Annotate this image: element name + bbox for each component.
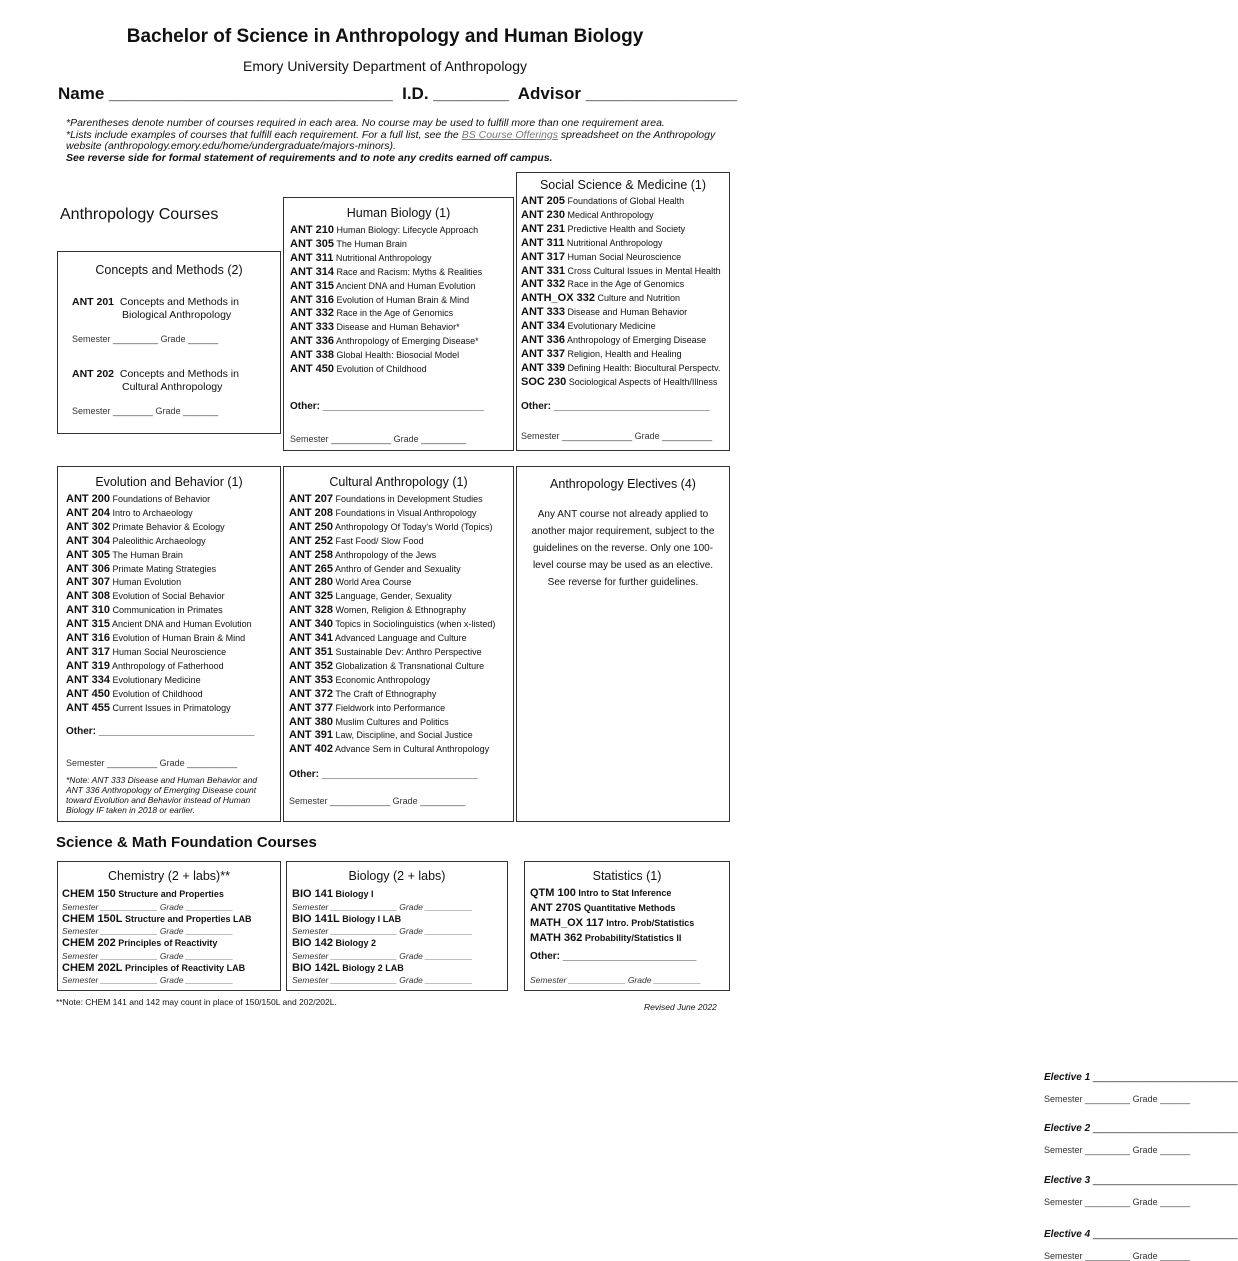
course-item bbox=[530, 901, 694, 916]
course-code: MATH 362 bbox=[530, 932, 583, 944]
footer-note: **Note: CHEM 141 and 142 may count in place of 150/150L and 202/202L. bbox=[56, 997, 337, 1007]
course-title: Evolution of Human Brain & Mind bbox=[110, 633, 246, 644]
course-code: ANT 377 bbox=[289, 701, 334, 714]
biology-box bbox=[286, 861, 508, 991]
course-code: ANT 339 bbox=[521, 361, 566, 374]
course-item bbox=[292, 888, 473, 901]
chemistry-title: Chemistry (2 + labs)** bbox=[108, 869, 230, 883]
cultural-anthropology-title: Cultural Anthropology (1) bbox=[329, 475, 468, 489]
course-item bbox=[521, 195, 721, 209]
course-code: ANT 230 bbox=[521, 208, 566, 221]
course-title: Structure and Properties bbox=[115, 889, 224, 899]
course-item bbox=[289, 688, 495, 702]
elective-2-field[interactable] bbox=[1044, 1123, 1238, 1134]
course-code: ANT 250 bbox=[289, 520, 334, 533]
course-item bbox=[521, 265, 721, 279]
course-item bbox=[290, 307, 482, 321]
course-title: The Human Brain bbox=[334, 238, 407, 249]
course-code: ANT 304 bbox=[66, 534, 111, 547]
course-code: CHEM 202L bbox=[62, 961, 123, 974]
course-code: ANT 270S bbox=[530, 902, 582, 914]
course-item bbox=[66, 674, 252, 688]
course-code: ANT 200 bbox=[66, 493, 111, 505]
elective-label: Elective 4 bbox=[1044, 1229, 1091, 1240]
course-title: Foundations of Global Health bbox=[565, 196, 685, 206]
course-code: ANT 450 bbox=[66, 687, 111, 700]
course-item bbox=[66, 521, 252, 535]
course-title: Women, Religion & Ethnography bbox=[333, 605, 466, 616]
course-item bbox=[66, 660, 252, 674]
concepts-methods-title: Concepts and Methods (2) bbox=[95, 263, 243, 277]
course-code: ANT 332 bbox=[290, 307, 335, 320]
course-title: Economic Anthropology bbox=[333, 674, 431, 685]
course-item bbox=[66, 590, 252, 604]
elective-line[interactable]: __________________________ bbox=[1090, 1072, 1238, 1083]
course-item bbox=[521, 278, 721, 292]
course-item bbox=[289, 674, 495, 688]
course-item bbox=[290, 363, 482, 377]
evolution-other[interactable]: Other: ____________________________ bbox=[66, 726, 255, 737]
course-item bbox=[289, 660, 495, 674]
course-title: Evolution of Social Behavior bbox=[110, 591, 225, 602]
course-title: Advanced Language and Culture bbox=[333, 633, 467, 644]
course-title: Anthropology of Emerging Disease* bbox=[334, 336, 479, 347]
elective-4-semester-grade[interactable]: Semester _________ Grade ______ bbox=[1044, 1251, 1191, 1261]
course-title: Intro to Archaeology bbox=[110, 507, 193, 518]
evolution-semester-grade[interactable]: Semester __________ Grade __________ bbox=[66, 758, 238, 768]
semester-grade-line[interactable]: Semester ____________ Grade __________ bbox=[62, 975, 234, 985]
electives-text-line: See reverse for further guidelines. bbox=[547, 577, 699, 588]
course-title: Foundations of Behavior bbox=[110, 494, 211, 504]
electives-text-line: level course may be used as an elective. bbox=[532, 560, 714, 571]
course-title: Biology I bbox=[332, 889, 374, 899]
course-item bbox=[530, 886, 694, 901]
course-item bbox=[521, 348, 721, 362]
course-title: Principles of Reactivity bbox=[115, 938, 218, 948]
course-title: Nutritional Anthropology bbox=[333, 252, 432, 263]
course-code: ANT 265 bbox=[289, 562, 334, 575]
cultural-semester-grade[interactable]: Semester ____________ Grade _________ bbox=[289, 796, 466, 806]
course-item bbox=[530, 916, 694, 931]
course-code: ANT 331 bbox=[521, 264, 566, 277]
course-title: Primate Mating Strategies bbox=[110, 563, 217, 574]
course-title: Sustainable Dev: Anthro Perspective bbox=[333, 646, 482, 657]
evolution-behavior-title: Evolution and Behavior (1) bbox=[95, 475, 243, 489]
course-code: CHEM 150 bbox=[62, 888, 116, 900]
course-title: Intro. Prob/Statistics bbox=[603, 918, 695, 928]
course-title: Anthropology of Emerging Disease bbox=[565, 335, 707, 346]
course-title: Race in the Age of Genomics bbox=[565, 279, 685, 290]
elective-1-field[interactable] bbox=[1044, 1072, 1238, 1083]
evolution-behavior-box bbox=[57, 466, 281, 822]
course-code: ANT 252 bbox=[289, 534, 334, 547]
elective-line[interactable]: __________________________ bbox=[1090, 1175, 1238, 1186]
course-title: Sociological Aspects of Health/Illness bbox=[566, 376, 718, 387]
human-biology-semester-grade[interactable]: Semester ____________ Grade _________ bbox=[290, 434, 467, 444]
course-code: ANT 340 bbox=[289, 618, 334, 631]
course-title: Evolution of Childhood bbox=[110, 688, 203, 699]
course-item bbox=[292, 913, 473, 926]
electives-text-line: guidelines on the reverse. Only one 100- bbox=[532, 543, 714, 554]
course-title: Advance Sem in Cultural Anthropology bbox=[333, 744, 490, 755]
course-code: ANT 205 bbox=[521, 195, 566, 207]
course-code: ANT 455 bbox=[66, 701, 111, 714]
human-biology-course-list bbox=[290, 224, 482, 377]
course-title: Structure and Properties LAB bbox=[122, 913, 252, 924]
course-item bbox=[289, 549, 495, 563]
elective-label: Elective 3 bbox=[1044, 1175, 1091, 1186]
course-code: ANT 333 bbox=[521, 306, 566, 319]
course-item bbox=[521, 251, 721, 265]
course-item bbox=[289, 563, 495, 577]
page-subtitle: Emory University Department of Anthropology bbox=[242, 58, 527, 74]
course-code: ANT 208 bbox=[289, 506, 334, 519]
course-item bbox=[289, 716, 495, 730]
course-item bbox=[289, 632, 495, 646]
course-item bbox=[289, 729, 495, 743]
course-title: Anthropology of Fatherhood bbox=[110, 660, 224, 671]
course-item bbox=[290, 224, 482, 238]
course-code: SOC 230 bbox=[521, 375, 567, 388]
course-title: Communication in Primates bbox=[110, 605, 223, 616]
elective-line[interactable]: __________________________ bbox=[1090, 1229, 1238, 1240]
course-code: ANT 333 bbox=[290, 321, 335, 334]
elective-line[interactable]: __________________________ bbox=[1090, 1123, 1238, 1134]
course-item bbox=[289, 618, 495, 632]
course-code: ANT 316 bbox=[290, 293, 335, 306]
course-code: ANT 450 bbox=[290, 363, 335, 376]
human-biology-title: Human Biology (1) bbox=[346, 206, 451, 220]
course-title: The Human Brain bbox=[110, 549, 183, 560]
course-title: Current Issues in Primatology bbox=[110, 702, 231, 713]
course-item bbox=[521, 223, 721, 237]
course-item bbox=[62, 962, 252, 975]
course-title: Ancient DNA and Human Evolution bbox=[110, 619, 252, 630]
elective-label: Elective 1 bbox=[1044, 1072, 1091, 1083]
course-item bbox=[66, 549, 252, 563]
course-title: Cross Cultural Issues in Mental Health bbox=[565, 265, 721, 276]
course-title: The Craft of Ethnography bbox=[333, 688, 437, 699]
elective-3-field[interactable] bbox=[1044, 1175, 1238, 1186]
elective-1-semester-grade[interactable]: Semester _________ Grade ______ bbox=[1044, 1094, 1191, 1104]
course-title: Race and Racism: Myths & Realities bbox=[334, 266, 483, 277]
course-title: Nutritional Anthropology bbox=[564, 237, 663, 248]
course-title: Global Health: Biosocial Model bbox=[334, 350, 460, 361]
course-title: Intro to Stat Inference bbox=[575, 888, 672, 898]
course-item bbox=[289, 590, 495, 604]
elective-4-field[interactable] bbox=[1044, 1229, 1238, 1240]
anthropology-courses-heading: Anthropology Courses bbox=[60, 206, 219, 223]
course-title: Muslim Cultures and Politics bbox=[333, 716, 449, 727]
cultural-anthropology-box bbox=[283, 466, 514, 822]
bs-course-offerings-link[interactable]: BS Course Offerings bbox=[461, 128, 558, 141]
course-title: Fast Food/ Slow Food bbox=[333, 535, 424, 546]
concepts-methods-box bbox=[57, 251, 281, 434]
course-item bbox=[290, 349, 482, 363]
electives-text-line: Any ANT course not already applied to bbox=[537, 509, 709, 520]
course-title: Defining Health: Biocultural Perspectv. bbox=[565, 362, 721, 373]
course-code: ANT 306 bbox=[66, 562, 111, 575]
course-code: ANT 319 bbox=[66, 659, 111, 672]
course-item bbox=[66, 702, 252, 716]
course-code: ANT 328 bbox=[289, 604, 334, 617]
statistics-other[interactable]: Other: ________________________ bbox=[530, 951, 697, 962]
statistics-semester-grade[interactable]: Semester ____________ Grade __________ bbox=[530, 975, 702, 985]
course-title: Globalization & Transnational Culture bbox=[333, 660, 485, 671]
course-title: Biology 2 LAB bbox=[339, 962, 404, 973]
course-code: ANT 372 bbox=[289, 687, 334, 700]
course-title: Predictive Health and Society bbox=[565, 223, 686, 234]
course-code: ANT 402 bbox=[289, 743, 334, 756]
concepts-202-semester-grade[interactable]: Semester ________ Grade _______ bbox=[72, 406, 219, 416]
semester-grade-line[interactable]: Semester ______________ Grade __________ bbox=[292, 975, 473, 985]
course-code: ANT 380 bbox=[289, 715, 334, 728]
course-code: BIO 141L bbox=[292, 912, 340, 925]
chemistry-box bbox=[57, 861, 281, 991]
course-title: Biology 2 bbox=[332, 938, 376, 948]
course-title: Evolution of Human Brain & Mind bbox=[334, 294, 470, 305]
course-code: ANT 314 bbox=[290, 265, 335, 278]
course-code: ANT 280 bbox=[289, 576, 334, 589]
course-code: ANT 231 bbox=[521, 222, 566, 235]
course-item bbox=[290, 294, 482, 308]
course-title: Language, Gender, Sexuality bbox=[333, 591, 452, 602]
course-code: BIO 142 bbox=[292, 937, 333, 949]
course-code: ANT 353 bbox=[289, 673, 334, 686]
course-title: Human Biology: Lifecycle Approach bbox=[334, 225, 479, 235]
course-item bbox=[521, 237, 721, 251]
course-code: ANT 334 bbox=[66, 673, 111, 686]
course-title: Quantitative Methods bbox=[581, 903, 676, 913]
course-code: ANT 325 bbox=[289, 590, 334, 603]
course-code: ANT 334 bbox=[521, 320, 566, 333]
course-item bbox=[66, 618, 252, 632]
course-code: ANT 337 bbox=[521, 347, 566, 360]
science-math-heading: Science & Math Foundation Courses bbox=[56, 834, 317, 851]
course-code: ANT 258 bbox=[289, 548, 334, 561]
human-biology-box bbox=[283, 197, 514, 451]
evolution-note: *Note: ANT 333 Disease and Human Behavior and ANT 336 Anthropology of Emerging Disease count toward Evolution and Behavior instead of Human Biology IF taken in 2018 or earlier. bbox=[66, 775, 258, 815]
electives-title: Anthropology Electives (4) bbox=[550, 477, 696, 491]
course-item bbox=[66, 688, 252, 702]
course-code: ANT 311 bbox=[521, 236, 565, 249]
course-item bbox=[66, 604, 252, 618]
course-item bbox=[521, 376, 721, 390]
course-title: Primate Behavior & Ecology bbox=[110, 521, 225, 532]
course-code: ANT 307 bbox=[66, 576, 111, 589]
social-science-semester-grade[interactable]: Semester ______________ Grade __________ bbox=[521, 431, 713, 441]
revised-date: Revised June 2022 bbox=[644, 1002, 717, 1012]
course-item bbox=[290, 252, 482, 266]
concepts-course-202: ANT 202 Concepts and Methods in Cultural Anthropology bbox=[72, 368, 239, 393]
course-item bbox=[66, 563, 252, 577]
course-title: Medical Anthropology bbox=[565, 209, 654, 220]
course-code: BIO 142L bbox=[292, 961, 340, 974]
course-item bbox=[289, 646, 495, 660]
semester-grade-line[interactable]: Semester ______________ Grade __________ bbox=[292, 901, 473, 912]
course-title: Fieldwork into Performance bbox=[333, 702, 446, 713]
semester-grade-line[interactable]: Semester ____________ Grade __________ bbox=[62, 901, 234, 912]
course-code: ANT 204 bbox=[66, 506, 111, 519]
course-code: ANT 336 bbox=[521, 334, 566, 347]
course-code: ANT 207 bbox=[289, 493, 334, 505]
biology-course-list bbox=[292, 888, 473, 986]
course-item bbox=[521, 292, 721, 306]
course-item bbox=[290, 321, 482, 335]
course-title: Anthropology of the Jews bbox=[333, 549, 437, 560]
course-code: ANTH_OX 332 bbox=[521, 292, 595, 305]
course-item bbox=[289, 576, 495, 590]
course-code: BIO 141 bbox=[292, 888, 333, 900]
human-biology-other[interactable]: Other: _____________________________ bbox=[290, 401, 485, 412]
course-item bbox=[530, 931, 694, 946]
course-title: Culture and Nutrition bbox=[594, 293, 681, 304]
course-title: Foundations in Development Studies bbox=[333, 494, 483, 504]
course-item bbox=[66, 646, 252, 660]
chemistry-course-list bbox=[62, 888, 252, 986]
course-code: ANT 317 bbox=[66, 645, 111, 658]
social-science-title: Social Science & Medicine (1) bbox=[539, 178, 707, 192]
semester-grade-line[interactable]: Semester ______________ Grade __________ bbox=[292, 926, 473, 936]
course-code: CHEM 150L bbox=[62, 912, 123, 925]
course-title: Evolution of Childhood bbox=[334, 364, 427, 375]
note-reverse: See reverse side for formal statement of requirements and to note any credits earned off campus. bbox=[66, 151, 553, 164]
statistics-course-list bbox=[530, 886, 694, 946]
statistics-box bbox=[524, 861, 730, 991]
course-item bbox=[289, 743, 495, 757]
note-parentheses: *Parentheses denote number of courses required in each area. No course may be used to fulfill more than one requirement area. bbox=[66, 117, 665, 129]
elective-label: Elective 2 bbox=[1044, 1123, 1091, 1134]
course-code: ANT 305 bbox=[290, 237, 335, 250]
course-item bbox=[521, 320, 721, 334]
course-code: ANT 305 bbox=[66, 548, 111, 561]
course-code: ANT 351 bbox=[289, 645, 334, 658]
course-title: Biology I LAB bbox=[339, 913, 402, 924]
course-title: Human Evolution bbox=[110, 577, 182, 588]
course-title: Human Social Neuroscience bbox=[565, 251, 682, 262]
course-title: Foundations in Visual Anthropology bbox=[333, 507, 477, 518]
course-code: ANT 315 bbox=[66, 618, 111, 631]
course-item bbox=[289, 702, 495, 716]
electives-description bbox=[517, 506, 729, 591]
course-item bbox=[290, 238, 482, 252]
course-code: CHEM 202 bbox=[62, 937, 116, 949]
cultural-other[interactable]: Other: ____________________________ bbox=[289, 769, 478, 780]
course-item bbox=[66, 507, 252, 521]
course-code: ANT 332 bbox=[521, 278, 566, 291]
course-item bbox=[290, 280, 482, 294]
course-item bbox=[66, 535, 252, 549]
course-item bbox=[289, 535, 495, 549]
course-code: ANT 315 bbox=[290, 279, 335, 292]
elective-3-semester-grade[interactable]: Semester _________ Grade ______ bbox=[1044, 1197, 1191, 1207]
course-code: ANT 336 bbox=[290, 335, 335, 348]
page-title: Bachelor of Science in Anthropology and Human Biology bbox=[126, 26, 644, 47]
course-code: ANT 352 bbox=[289, 659, 334, 672]
course-item bbox=[289, 521, 495, 535]
course-item bbox=[521, 306, 721, 320]
course-item bbox=[66, 493, 252, 507]
course-title: Disease and Human Behavior bbox=[565, 307, 688, 318]
course-code: ANT 316 bbox=[66, 632, 111, 645]
course-title: Evolutionary Medicine bbox=[565, 321, 656, 332]
course-item bbox=[289, 493, 495, 507]
course-code: ANT 338 bbox=[290, 349, 335, 362]
semester-grade-line[interactable]: Semester ____________ Grade __________ bbox=[62, 926, 234, 936]
course-code: ANT 311 bbox=[290, 251, 334, 264]
concepts-201-semester-grade[interactable]: Semester _________ Grade ______ bbox=[72, 334, 219, 344]
course-item bbox=[292, 962, 473, 975]
course-title: Religion, Health and Healing bbox=[565, 348, 682, 359]
cultural-course-list bbox=[289, 493, 495, 757]
course-item bbox=[521, 334, 721, 348]
semester-grade-line[interactable]: Semester ____________ Grade __________ bbox=[62, 950, 234, 961]
course-code: ANT 317 bbox=[521, 250, 566, 263]
course-item bbox=[62, 913, 252, 926]
concepts-course-201: ANT 201 Concepts and Methods in Biological Anthropology bbox=[72, 296, 239, 321]
course-item bbox=[290, 266, 482, 280]
name-id-advisor-line[interactable]: Name ______________________________ I.D. ________ Advisor ________________ bbox=[58, 84, 738, 103]
course-code: ANT 310 bbox=[66, 604, 111, 617]
course-title: Race in the Age of Genomics bbox=[334, 308, 454, 319]
course-title: Anthropology Of Today's World (Topics) bbox=[333, 521, 493, 532]
social-science-other[interactable]: Other: ____________________________ bbox=[521, 401, 710, 412]
course-title: World Area Course bbox=[333, 577, 412, 588]
course-title: Ancient DNA and Human Evolution bbox=[334, 280, 476, 291]
course-item bbox=[66, 632, 252, 646]
course-code: ANT 341 bbox=[289, 632, 334, 645]
course-title: Probability/Statistics II bbox=[582, 933, 682, 943]
note-lists: *Lists include examples of courses that fulfill each requirement. For a full list, see the BS Course Offerings spreadsheet on the Anthropology website (anthropology.emory.edu/home/undergraduate/majors-minors). bbox=[66, 128, 716, 152]
course-item bbox=[62, 888, 252, 901]
course-code: ANT 308 bbox=[66, 590, 111, 603]
course-item bbox=[521, 362, 721, 376]
course-code: MATH_OX 117 bbox=[530, 917, 604, 929]
course-item bbox=[289, 604, 495, 618]
electives-text-line: another major requirement, subject to the bbox=[531, 526, 715, 537]
course-title: Paleolithic Archaeology bbox=[110, 535, 206, 546]
course-title: Topics in Sociolinguistics (when x-listed) bbox=[333, 619, 496, 630]
course-code: ANT 302 bbox=[66, 520, 111, 533]
instructions-notes bbox=[66, 118, 736, 164]
evolution-course-list bbox=[66, 493, 252, 716]
course-item bbox=[62, 937, 252, 950]
course-item bbox=[289, 507, 495, 521]
course-item bbox=[292, 937, 473, 950]
social-science-course-list bbox=[521, 195, 721, 390]
course-title: Law, Discipline, and Social Justice bbox=[333, 730, 473, 741]
course-title: Evolutionary Medicine bbox=[110, 674, 201, 685]
course-title: Human Social Neuroscience bbox=[110, 646, 227, 657]
course-code: ANT 210 bbox=[290, 224, 335, 236]
course-title: Anthro of Gender and Sexuality bbox=[333, 563, 461, 574]
elective-2-semester-grade[interactable]: Semester _________ Grade ______ bbox=[1044, 1145, 1191, 1155]
course-code: QTM 100 bbox=[530, 887, 576, 899]
course-title: Disease and Human Behavior* bbox=[334, 322, 460, 333]
biology-title: Biology (2 + labs) bbox=[348, 869, 446, 883]
course-item bbox=[290, 335, 482, 349]
semester-grade-line[interactable]: Semester ______________ Grade __________ bbox=[292, 950, 473, 961]
course-code: ANT 391 bbox=[289, 729, 334, 742]
statistics-title: Statistics (1) bbox=[592, 869, 662, 883]
course-item bbox=[66, 576, 252, 590]
social-science-medicine-box bbox=[516, 172, 730, 451]
course-item bbox=[521, 209, 721, 223]
course-title: Principles of Reactivity LAB bbox=[122, 962, 246, 973]
